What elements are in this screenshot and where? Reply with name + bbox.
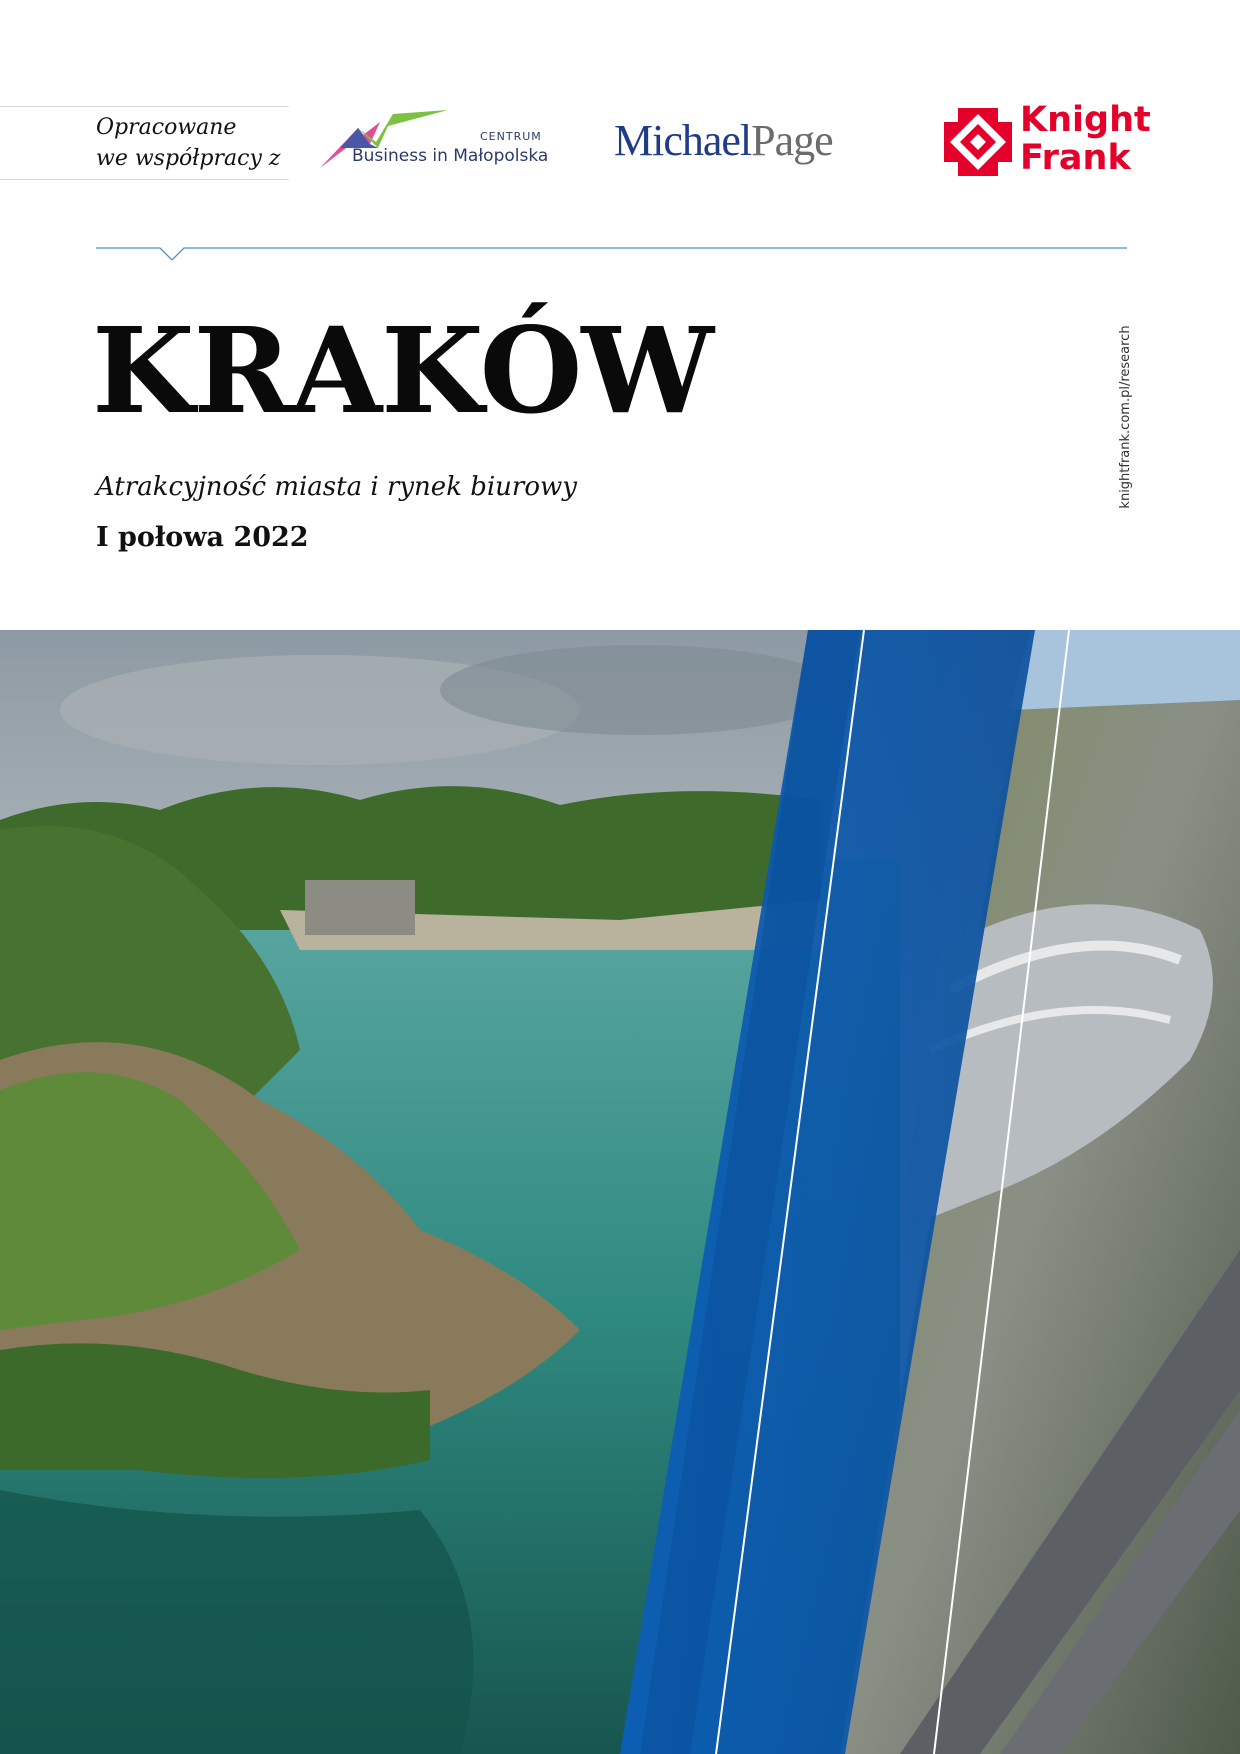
- bim-centrum-text: CENTRUM: [480, 130, 542, 143]
- knight-frank-logo-line1: Knight: [1020, 100, 1151, 140]
- title-divider: [96, 240, 1127, 260]
- knight-frank-mark-icon: [944, 108, 1012, 176]
- partner-divider-top: [0, 106, 289, 107]
- bim-name-text: Business in Małopolska: [352, 146, 549, 166]
- report-period: I połowa 2022: [96, 522, 309, 553]
- partner-label-line1: Opracowane: [96, 115, 237, 140]
- page-title: KRAKÓW: [92, 301, 713, 440]
- partner-label-line2: we współpracy z: [96, 146, 281, 171]
- michael-page-logo-part2: Page: [751, 116, 833, 165]
- partner-label: [96, 112, 296, 174]
- partner-divider-bottom: [0, 179, 289, 180]
- michael-page-logo-part1: Michael: [614, 116, 752, 165]
- research-url: knightfrank.com.pl/research: [1118, 325, 1133, 509]
- knight-frank-logo-line2: Frank: [1020, 138, 1131, 178]
- page-subtitle: Atrakcyjność miasta i rynek biurowy: [96, 472, 577, 502]
- michael-page-logo: [614, 115, 833, 166]
- hero-image: [0, 630, 1240, 1754]
